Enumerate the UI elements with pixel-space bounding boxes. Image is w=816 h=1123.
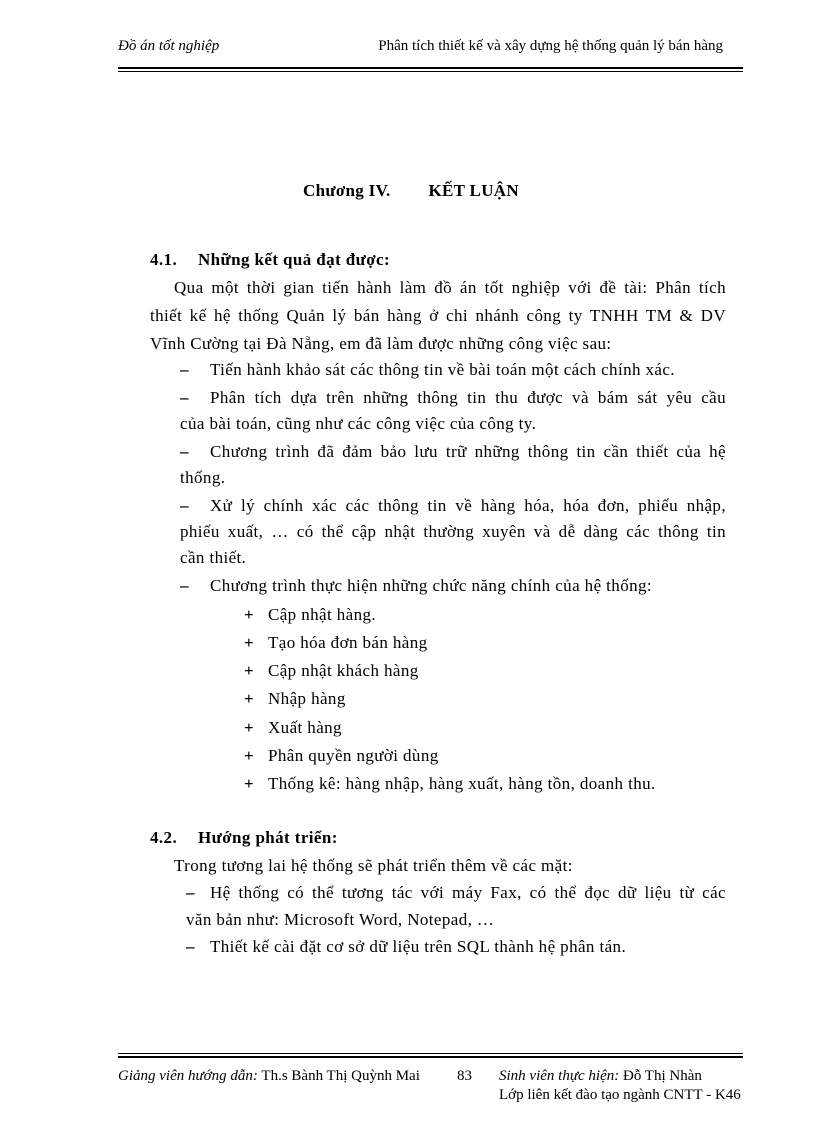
footer-class: Lớp liên kết đào tạo ngành CNTT - K46 [499, 1087, 741, 1103]
page-number: 83 [457, 1068, 472, 1084]
section-number: 4.1. [150, 250, 178, 269]
list-item: – Phân tích dựa trên những thông tin thu được và bám sát yêu cầu [180, 388, 726, 407]
list-item-continuation: cần thiết. [180, 548, 247, 567]
header-rule [118, 67, 743, 69]
list-item: – Chương trình thực hiện những chức năng chính của hệ thống: [180, 576, 653, 595]
list-item: – Thiết kế cài đặt cơ sở dữ liệu trên SQL thành hệ phân tán. [186, 937, 627, 956]
student-label: Sinh viên thực hiện: [499, 1068, 620, 1084]
bullet-dash: – [180, 388, 189, 407]
paragraph-line: thiết kế hệ thống Quản lý bán hàng ở chi nhánh công ty TNHH TM & DV [150, 306, 726, 325]
paragraph-line: Qua một thời gian tiến hành làm đồ án tốt nghiệp với đề tài: Phân tích [174, 278, 726, 297]
chapter-heading [303, 181, 519, 201]
bullet-dash: – [186, 883, 195, 902]
bullet-dash: – [180, 442, 189, 461]
chapter-title: KẾT LUẬN [428, 181, 519, 200]
plus-marker: + [244, 633, 255, 652]
header-rule-thin [118, 71, 743, 72]
bullet-dash: – [180, 576, 189, 595]
list-item: – Hệ thống có thể tương tác với máy Fax, có thể đọc dữ liệu từ các [186, 883, 726, 902]
sub-list-item: + Phân quyền người dùng [244, 746, 439, 765]
plus-marker: + [244, 774, 255, 793]
plus-marker: + [244, 746, 255, 765]
sub-list-item: + Nhập hàng [244, 689, 346, 708]
chapter-number: Chương IV. [303, 181, 391, 200]
list-item: – Xử lý chính xác các thông tin về hàng hóa, hóa đơn, phiếu nhập, [180, 496, 726, 515]
footer-rule [118, 1056, 743, 1058]
list-item-continuation: của bài toán, cũng như các công việc của công ty. [180, 414, 537, 433]
section-number: 4.2. [150, 828, 178, 847]
sub-list-item: + Xuất hàng [244, 718, 342, 737]
advisor-label: Giảng viên hướng dẫn: [118, 1068, 258, 1084]
sub-list-item: + Cập nhật khách hàng [244, 661, 419, 680]
sub-list-item: + Tạo hóa đơn bán hàng [244, 633, 428, 652]
header-right: Phân tích thiết kế và xây dựng hệ thống quản lý bán hàng [378, 38, 723, 54]
plus-marker: + [244, 661, 255, 680]
footer-student [499, 1068, 702, 1085]
paragraph-line: Trong tương lai hệ thống sẽ phát triển thêm về các mặt: [174, 856, 573, 875]
list-item-continuation: thống. [180, 468, 226, 487]
paragraph-line: Vĩnh Cường tại Đà Nẵng, em đã làm được những công việc sau: [150, 334, 612, 353]
section-title: Hướng phát triển: [198, 828, 338, 847]
student-name: Đỗ Thị Nhàn [622, 1068, 702, 1084]
list-item: – Chương trình đã đảm bảo lưu trữ những thông tin cần thiết của hệ [180, 442, 726, 461]
section-heading [150, 250, 390, 270]
footer-rule-thin [118, 1053, 743, 1054]
plus-marker: + [244, 605, 255, 624]
bullet-dash: – [180, 360, 189, 379]
sub-list-item: + Thống kê: hàng nhập, hàng xuất, hàng tồn, doanh thu. [244, 774, 656, 793]
section-title: Những kết quả đạt được: [198, 250, 391, 269]
section-heading [150, 828, 338, 848]
list-item: – Tiến hành khảo sát các thông tin về bài toán một cách chính xác. [180, 360, 675, 379]
sub-list-item: + Cập nhật hàng. [244, 605, 377, 624]
plus-marker: + [244, 718, 255, 737]
bullet-dash: – [186, 937, 195, 956]
advisor-name: Th.s Bành Thị Quỳnh Mai [261, 1068, 420, 1084]
footer-advisor [118, 1068, 420, 1085]
plus-marker: + [244, 689, 255, 708]
list-item-continuation: văn bản như: Microsoft Word, Notepad, … [186, 910, 495, 929]
list-item-continuation: phiếu xuất, … có thể cập nhật thường xuyên và dễ dàng các thông tin [180, 522, 726, 541]
header-left: Đồ án tốt nghiệp [118, 38, 220, 54]
bullet-dash: – [180, 496, 189, 515]
